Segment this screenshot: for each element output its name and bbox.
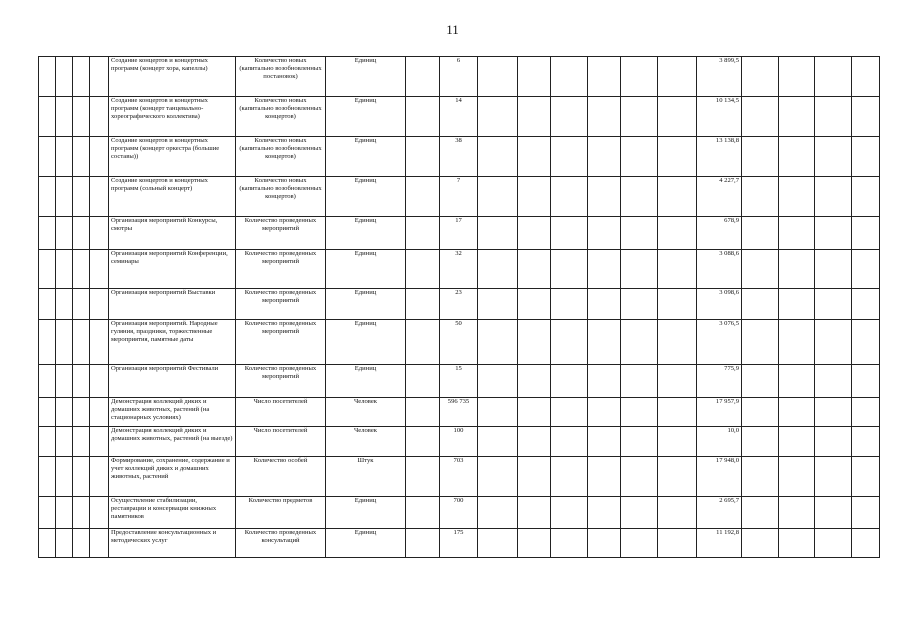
empty-cell <box>478 427 518 457</box>
empty-cell <box>658 217 697 250</box>
empty-cell <box>779 250 815 289</box>
value-cell: 50 <box>440 320 478 365</box>
empty-cell <box>852 217 880 250</box>
empty-cell <box>742 97 779 137</box>
empty-cell <box>518 457 551 497</box>
empty-cell <box>478 177 518 217</box>
service-name-cell: Создание концертов и концертных программ (концерт хора, капеллы) <box>109 57 236 97</box>
service-name-cell: Организация мероприятий Конкурсы, смотры <box>109 217 236 250</box>
empty-cell <box>588 177 621 217</box>
empty-cell <box>852 289 880 320</box>
empty-cell <box>406 217 440 250</box>
empty-cell <box>478 529 518 558</box>
empty-cell <box>39 457 56 497</box>
empty-cell <box>90 97 109 137</box>
empty-cell <box>779 320 815 365</box>
empty-cell <box>518 97 551 137</box>
page-number: 11 <box>446 22 459 37</box>
indicator-cell: Количество новых (капитально возобновленных концертов) <box>236 137 326 177</box>
empty-cell <box>406 427 440 457</box>
empty-cell <box>478 137 518 177</box>
service-name-cell: Создание концертов и концертных программ (концерт танцевально-хореографического коллектива) <box>109 97 236 137</box>
empty-cell <box>815 398 852 427</box>
empty-cell <box>90 427 109 457</box>
empty-cell <box>551 57 588 97</box>
empty-cell <box>551 320 588 365</box>
empty-cell <box>815 250 852 289</box>
empty-cell <box>518 398 551 427</box>
empty-cell <box>90 497 109 529</box>
empty-cell <box>621 97 658 137</box>
amount-cell: 10,0 <box>697 427 742 457</box>
table-row <box>39 97 880 137</box>
empty-cell <box>852 57 880 97</box>
unit-cell: Единиц <box>326 289 406 320</box>
empty-cell <box>779 457 815 497</box>
empty-cell <box>56 529 73 558</box>
value-cell: 6 <box>440 57 478 97</box>
value-cell: 100 <box>440 427 478 457</box>
empty-cell <box>518 529 551 558</box>
empty-cell <box>588 250 621 289</box>
empty-cell <box>73 217 90 250</box>
empty-cell <box>39 217 56 250</box>
indicator-cell: Число посетителей <box>236 398 326 427</box>
empty-cell <box>779 365 815 398</box>
value-cell: 700 <box>440 497 478 529</box>
empty-cell <box>39 398 56 427</box>
empty-cell <box>518 137 551 177</box>
value-cell: 596 735 <box>440 398 478 427</box>
indicator-cell: Количество проведенных консультаций <box>236 529 326 558</box>
empty-cell <box>588 97 621 137</box>
empty-cell <box>518 289 551 320</box>
empty-cell <box>518 320 551 365</box>
unit-cell: Единиц <box>326 497 406 529</box>
table-row <box>39 250 880 289</box>
empty-cell <box>56 137 73 177</box>
empty-cell <box>658 289 697 320</box>
empty-cell <box>73 529 90 558</box>
table-row <box>39 217 880 250</box>
empty-cell <box>779 217 815 250</box>
empty-cell <box>90 137 109 177</box>
empty-cell <box>73 457 90 497</box>
service-name-cell: Организация мероприятий. Народные гуляния, праздники, торжественные мероприятия, памятные даты <box>109 320 236 365</box>
empty-cell <box>658 320 697 365</box>
table-row <box>39 57 880 97</box>
empty-cell <box>73 289 90 320</box>
empty-cell <box>658 529 697 558</box>
table-row <box>39 398 880 427</box>
empty-cell <box>478 289 518 320</box>
amount-cell: 3 098,6 <box>697 289 742 320</box>
empty-cell <box>588 57 621 97</box>
empty-cell <box>518 250 551 289</box>
empty-cell <box>73 398 90 427</box>
empty-cell <box>621 529 658 558</box>
unit-cell: Человек <box>326 427 406 457</box>
empty-cell <box>588 320 621 365</box>
empty-cell <box>551 177 588 217</box>
empty-cell <box>478 398 518 427</box>
value-cell: 32 <box>440 250 478 289</box>
empty-cell <box>73 97 90 137</box>
empty-cell <box>779 137 815 177</box>
empty-cell <box>56 497 73 529</box>
empty-cell <box>588 217 621 250</box>
unit-cell: Человек <box>326 398 406 427</box>
empty-cell <box>551 289 588 320</box>
service-name-cell: Демонстрация коллекций диких и домашних животных, растений (на выезде) <box>109 427 236 457</box>
empty-cell <box>551 250 588 289</box>
unit-cell: Единиц <box>326 365 406 398</box>
empty-cell <box>90 529 109 558</box>
empty-cell <box>742 137 779 177</box>
empty-cell <box>90 457 109 497</box>
empty-cell <box>658 177 697 217</box>
empty-cell <box>90 365 109 398</box>
empty-cell <box>73 320 90 365</box>
service-name-cell: Создание концертов и концертных программ (сольный концерт) <box>109 177 236 217</box>
empty-cell <box>73 57 90 97</box>
empty-cell <box>815 529 852 558</box>
empty-cell <box>588 427 621 457</box>
table-row <box>39 529 880 558</box>
empty-cell <box>815 320 852 365</box>
value-cell: 7 <box>440 177 478 217</box>
empty-cell <box>815 427 852 457</box>
empty-cell <box>551 497 588 529</box>
empty-cell <box>90 177 109 217</box>
empty-cell <box>551 137 588 177</box>
empty-cell <box>56 57 73 97</box>
empty-cell <box>852 457 880 497</box>
service-name-cell: Организация мероприятий Фестивали <box>109 365 236 398</box>
empty-cell <box>621 289 658 320</box>
unit-cell: Штук <box>326 457 406 497</box>
table-row <box>39 365 880 398</box>
service-name-cell: Организация мероприятий Выставки <box>109 289 236 320</box>
amount-cell: 17 948,0 <box>697 457 742 497</box>
indicator-cell: Число посетителей <box>236 427 326 457</box>
empty-cell <box>56 97 73 137</box>
empty-cell <box>815 497 852 529</box>
value-cell: 15 <box>440 365 478 398</box>
service-name-cell: Организация мероприятий Конференции, семинары <box>109 250 236 289</box>
service-name-cell: Создание концертов и концертных программ (концерт оркестра (большие составы)) <box>109 137 236 177</box>
empty-cell <box>621 177 658 217</box>
empty-cell <box>90 320 109 365</box>
empty-cell <box>621 497 658 529</box>
empty-cell <box>852 427 880 457</box>
empty-cell <box>39 320 56 365</box>
amount-cell: 10 134,5 <box>697 97 742 137</box>
empty-cell <box>90 217 109 250</box>
empty-cell <box>815 177 852 217</box>
empty-cell <box>742 497 779 529</box>
table-row <box>39 137 880 177</box>
empty-cell <box>39 289 56 320</box>
empty-cell <box>742 529 779 558</box>
empty-cell <box>852 177 880 217</box>
empty-cell <box>39 365 56 398</box>
table-row <box>39 177 880 217</box>
empty-cell <box>852 497 880 529</box>
empty-cell <box>815 57 852 97</box>
empty-cell <box>56 365 73 398</box>
value-cell: 14 <box>440 97 478 137</box>
empty-cell <box>73 177 90 217</box>
empty-cell <box>478 365 518 398</box>
empty-cell <box>39 177 56 217</box>
empty-cell <box>588 529 621 558</box>
empty-cell <box>56 289 73 320</box>
indicator-cell: Количество новых (капитально возобновленных концертов) <box>236 97 326 137</box>
indicator-cell: Количество проведенных мероприятий <box>236 250 326 289</box>
empty-cell <box>39 427 56 457</box>
empty-cell <box>551 217 588 250</box>
empty-cell <box>742 250 779 289</box>
empty-cell <box>742 457 779 497</box>
unit-cell: Единиц <box>326 217 406 250</box>
empty-cell <box>406 250 440 289</box>
empty-cell <box>742 398 779 427</box>
empty-cell <box>658 427 697 457</box>
empty-cell <box>406 457 440 497</box>
empty-cell <box>658 97 697 137</box>
empty-cell <box>478 97 518 137</box>
empty-cell <box>478 57 518 97</box>
empty-cell <box>658 365 697 398</box>
empty-cell <box>56 320 73 365</box>
empty-cell <box>588 137 621 177</box>
empty-cell <box>779 289 815 320</box>
empty-cell <box>478 217 518 250</box>
empty-cell <box>56 457 73 497</box>
empty-cell <box>742 177 779 217</box>
indicator-cell: Количество особей <box>236 457 326 497</box>
empty-cell <box>621 320 658 365</box>
empty-cell <box>852 250 880 289</box>
empty-cell <box>852 320 880 365</box>
empty-cell <box>39 497 56 529</box>
empty-cell <box>588 289 621 320</box>
empty-cell <box>779 177 815 217</box>
empty-cell <box>588 497 621 529</box>
empty-cell <box>551 97 588 137</box>
empty-cell <box>39 97 56 137</box>
amount-cell: 4 227,7 <box>697 177 742 217</box>
service-name-cell: Предоставление консультационных и методических услуг <box>109 529 236 558</box>
amount-cell: 775,9 <box>697 365 742 398</box>
indicator-cell: Количество предметов <box>236 497 326 529</box>
empty-cell <box>406 398 440 427</box>
empty-cell <box>779 398 815 427</box>
empty-cell <box>406 289 440 320</box>
amount-cell: 13 138,8 <box>697 137 742 177</box>
empty-cell <box>852 137 880 177</box>
empty-cell <box>742 57 779 97</box>
empty-cell <box>658 137 697 177</box>
indicator-cell: Количество проведенных мероприятий <box>236 289 326 320</box>
empty-cell <box>39 250 56 289</box>
empty-cell <box>621 457 658 497</box>
amount-cell: 678,9 <box>697 217 742 250</box>
empty-cell <box>551 457 588 497</box>
unit-cell: Единиц <box>326 320 406 365</box>
empty-cell <box>779 529 815 558</box>
unit-cell: Единиц <box>326 137 406 177</box>
table-row <box>39 427 880 457</box>
empty-cell <box>742 217 779 250</box>
indicator-cell: Количество проведенных мероприятий <box>236 217 326 250</box>
empty-cell <box>621 427 658 457</box>
empty-cell <box>742 289 779 320</box>
indicator-cell: Количество новых (капитально возобновленных концертов) <box>236 177 326 217</box>
unit-cell: Единиц <box>326 97 406 137</box>
indicator-cell: Количество проведенных мероприятий <box>236 365 326 398</box>
services-table <box>38 56 880 558</box>
empty-cell <box>478 250 518 289</box>
empty-cell <box>73 427 90 457</box>
empty-cell <box>73 497 90 529</box>
empty-cell <box>406 177 440 217</box>
empty-cell <box>518 57 551 97</box>
empty-cell <box>621 398 658 427</box>
empty-cell <box>588 365 621 398</box>
empty-cell <box>90 398 109 427</box>
empty-cell <box>815 365 852 398</box>
amount-cell: 3 899,5 <box>697 57 742 97</box>
empty-cell <box>56 217 73 250</box>
empty-cell <box>90 289 109 320</box>
empty-cell <box>56 398 73 427</box>
empty-cell <box>90 57 109 97</box>
empty-cell <box>588 457 621 497</box>
amount-cell: 17 957,9 <box>697 398 742 427</box>
empty-cell <box>779 97 815 137</box>
empty-cell <box>518 177 551 217</box>
empty-cell <box>518 497 551 529</box>
empty-cell <box>406 57 440 97</box>
empty-cell <box>551 398 588 427</box>
empty-cell <box>518 365 551 398</box>
empty-cell <box>56 177 73 217</box>
empty-cell <box>90 250 109 289</box>
table-row <box>39 320 880 365</box>
empty-cell <box>39 57 56 97</box>
empty-cell <box>779 427 815 457</box>
value-cell: 175 <box>440 529 478 558</box>
empty-cell <box>56 427 73 457</box>
empty-cell <box>815 217 852 250</box>
value-cell: 23 <box>440 289 478 320</box>
empty-cell <box>406 320 440 365</box>
unit-cell: Единиц <box>326 250 406 289</box>
empty-cell <box>551 365 588 398</box>
empty-cell <box>742 427 779 457</box>
unit-cell: Единиц <box>326 57 406 97</box>
table-row <box>39 289 880 320</box>
service-name-cell: Формирование, сохранение, содержание и учет коллекций диких и домашних животных, растений <box>109 457 236 497</box>
empty-cell <box>621 365 658 398</box>
empty-cell <box>478 320 518 365</box>
empty-cell <box>742 365 779 398</box>
value-cell: 17 <box>440 217 478 250</box>
empty-cell <box>658 398 697 427</box>
empty-cell <box>39 137 56 177</box>
empty-cell <box>406 365 440 398</box>
empty-cell <box>518 427 551 457</box>
amount-cell: 11 192,8 <box>697 529 742 558</box>
empty-cell <box>621 57 658 97</box>
empty-cell <box>815 457 852 497</box>
empty-cell <box>551 427 588 457</box>
empty-cell <box>815 289 852 320</box>
empty-cell <box>658 57 697 97</box>
empty-cell <box>852 398 880 427</box>
empty-cell <box>406 497 440 529</box>
empty-cell <box>658 457 697 497</box>
empty-cell <box>779 497 815 529</box>
service-name-cell: Демонстрация коллекций диких и домашних животных, растений (на стационарных условиях) <box>109 398 236 427</box>
empty-cell <box>621 250 658 289</box>
unit-cell: Единиц <box>326 177 406 217</box>
empty-cell <box>478 457 518 497</box>
empty-cell <box>73 250 90 289</box>
amount-cell: 2 695,7 <box>697 497 742 529</box>
empty-cell <box>852 365 880 398</box>
empty-cell <box>406 529 440 558</box>
empty-cell <box>621 217 658 250</box>
empty-cell <box>56 250 73 289</box>
value-cell: 38 <box>440 137 478 177</box>
empty-cell <box>73 137 90 177</box>
empty-cell <box>478 497 518 529</box>
empty-cell <box>73 365 90 398</box>
indicator-cell: Количество новых (капитально возобновленных постановок) <box>236 57 326 97</box>
empty-cell <box>742 320 779 365</box>
empty-cell <box>518 217 551 250</box>
value-cell: 703 <box>440 457 478 497</box>
table-row <box>39 497 880 529</box>
empty-cell <box>551 529 588 558</box>
indicator-cell: Количество проведенных мероприятий <box>236 320 326 365</box>
amount-cell: 3 076,5 <box>697 320 742 365</box>
empty-cell <box>406 97 440 137</box>
table-row <box>39 457 880 497</box>
empty-cell <box>815 97 852 137</box>
empty-cell <box>779 57 815 97</box>
empty-cell <box>39 529 56 558</box>
empty-cell <box>852 529 880 558</box>
service-name-cell: Осуществление стабилизации, реставрации и консервации книжных памятников <box>109 497 236 529</box>
empty-cell <box>815 137 852 177</box>
empty-cell <box>406 137 440 177</box>
amount-cell: 3 088,6 <box>697 250 742 289</box>
unit-cell: Единиц <box>326 529 406 558</box>
empty-cell <box>852 97 880 137</box>
empty-cell <box>621 137 658 177</box>
empty-cell <box>658 250 697 289</box>
empty-cell <box>588 398 621 427</box>
empty-cell <box>658 497 697 529</box>
